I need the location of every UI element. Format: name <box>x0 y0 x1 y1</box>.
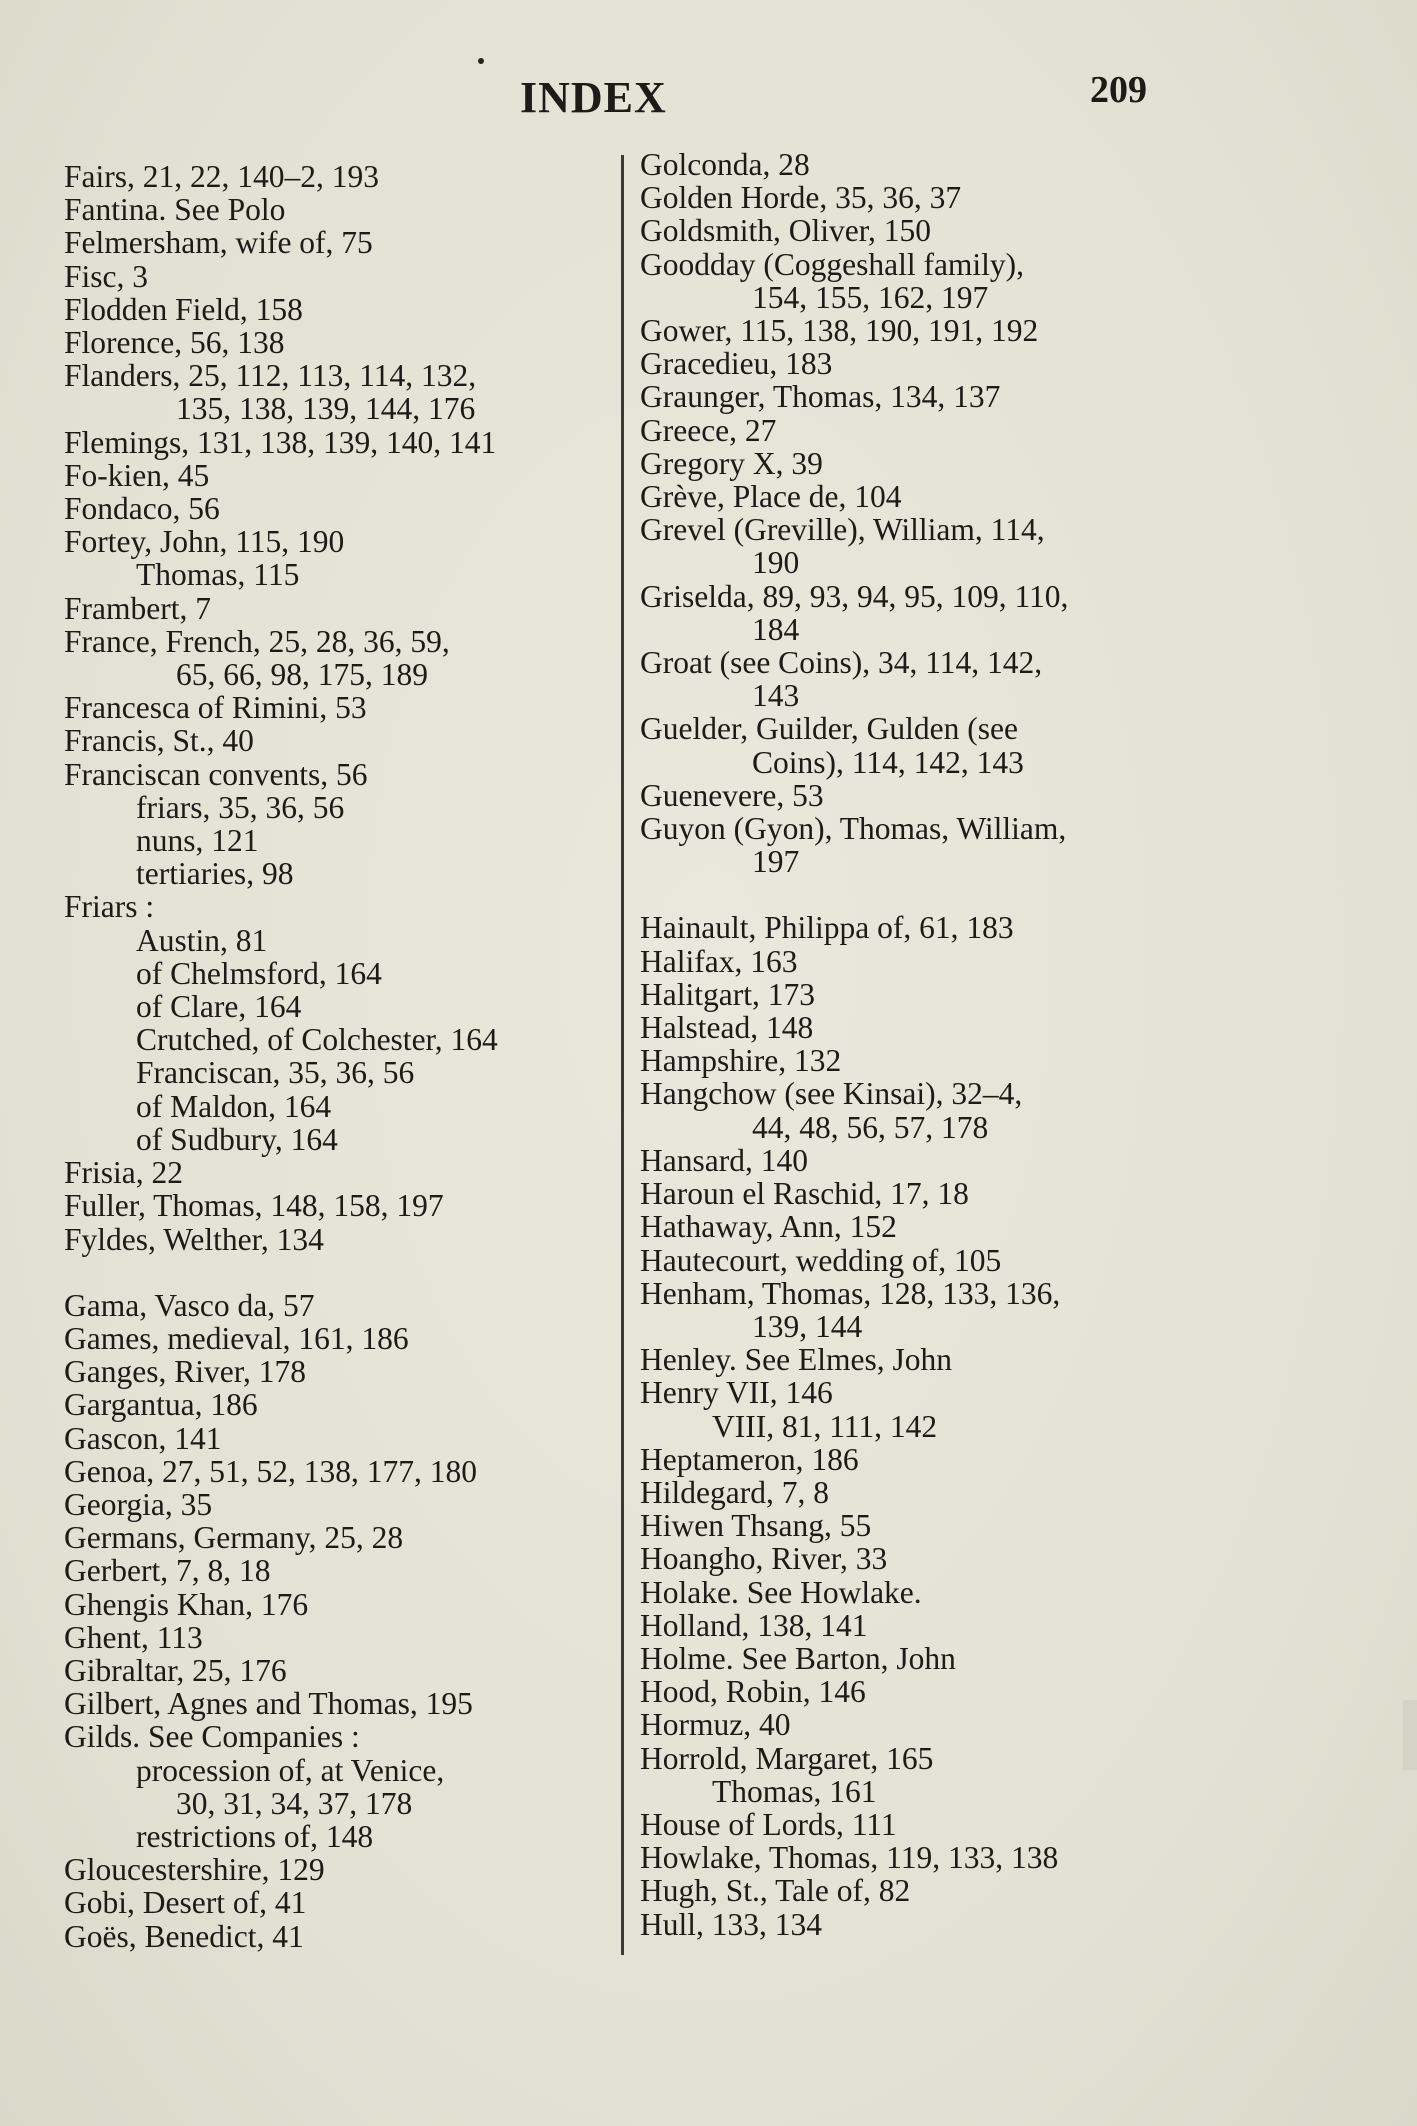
page-edge-stain <box>1403 1700 1417 1770</box>
index-subentry: 44, 48, 56, 57, 178 <box>752 1109 989 1145</box>
index-subentry: of Chelmsford, 164 <box>136 955 382 991</box>
index-entry: Grevel (Greville), William, 114, <box>640 512 1045 548</box>
index-entry: Howlake, Thomas, 119, 133, 138 <box>640 1840 1059 1876</box>
page-speck <box>478 58 484 64</box>
index-entry: Halitgart, 173 <box>640 976 815 1012</box>
index-entry: Guelder, Guilder, Gulden (see <box>640 711 1018 747</box>
index-entry: Heptameron, 186 <box>640 1441 859 1477</box>
index-entry: Hathaway, Ann, 152 <box>640 1209 897 1245</box>
index-entry: Hoangho, River, 33 <box>640 1541 888 1577</box>
index-subentry: 139, 144 <box>752 1308 863 1344</box>
index-entry: Gerbert, 7, 8, 18 <box>64 1553 271 1589</box>
page-title: INDEX <box>520 73 667 122</box>
index-entry: Gilbert, Agnes and Thomas, 195 <box>64 1686 473 1722</box>
index-entry: Hainault, Philippa of, 61, 183 <box>640 910 1014 946</box>
index-entry: Francis, St., 40 <box>64 723 254 759</box>
index-subentry: friars, 35, 36, 56 <box>136 789 345 825</box>
index-entry: Florence, 56, 138 <box>64 325 285 361</box>
index-entry: Gascon, 141 <box>64 1420 222 1456</box>
index-entry: Halstead, 148 <box>640 1010 814 1046</box>
index-entry: Haroun el Raschid, 17, 18 <box>640 1176 969 1212</box>
index-entry: Friars : <box>64 889 155 925</box>
index-entry: Felmersham, wife of, 75 <box>64 225 373 261</box>
page-number: 209 <box>1090 69 1147 111</box>
index-entry: Henry VII, 146 <box>640 1375 833 1411</box>
index-column-left <box>64 160 624 1953</box>
index-entry: Hansard, 140 <box>640 1142 808 1178</box>
index-entry: Henham, Thomas, 128, 133, 136, <box>640 1275 1061 1311</box>
index-entry: Holake. See Howlake. <box>640 1574 922 1610</box>
index-entry: Griselda, 89, 93, 94, 95, 109, 110, <box>640 578 1069 614</box>
index-entry: Genoa, 27, 51, 52, 138, 177, 180 <box>64 1453 477 1489</box>
index-subentry: tertiaries, 98 <box>136 856 294 892</box>
index-entry: Hildegard, 7, 8 <box>640 1474 829 1510</box>
index-entry: Fortey, John, 115, 190 <box>64 524 345 560</box>
index-subentry: 154, 155, 162, 197 <box>752 279 989 315</box>
index-entry: Goodday (Coggeshall family), <box>640 246 1025 282</box>
index-entry: Fo-kien, 45 <box>64 457 210 493</box>
index-entry: Francesca of Rimini, 53 <box>64 690 367 726</box>
index-entry: Halifax, 163 <box>640 943 798 979</box>
index-subentry: 190 <box>752 545 800 581</box>
index-entry: Holland, 138, 141 <box>640 1607 868 1643</box>
index-entry: Germans, Germany, 25, 28 <box>64 1520 404 1556</box>
index-entry: Golden Horde, 35, 36, 37 <box>640 180 962 216</box>
index-column-right <box>640 148 1210 1941</box>
index-entry: Gracedieu, 183 <box>640 346 833 382</box>
index-entry: Flodden Field, 158 <box>64 291 303 327</box>
index-entry: Hormuz, 40 <box>640 1707 791 1743</box>
index-entry: Fondaco, 56 <box>64 491 220 527</box>
index-subentry: Thomas, 115 <box>136 557 300 593</box>
index-subentry: 135, 138, 139, 144, 176 <box>176 391 476 427</box>
index-entry: Gargantua, 186 <box>64 1387 258 1423</box>
index-entry: Hood, Robin, 146 <box>640 1674 866 1710</box>
index-entry: Flemings, 131, 138, 139, 140, 141 <box>64 424 497 460</box>
index-entry: France, French, 25, 28, 36, 59, <box>64 623 450 659</box>
index-entry: Frambert, 7 <box>64 590 211 626</box>
section-gap <box>64 1256 624 1289</box>
index-entry: Guyon (Gyon), Thomas, William, <box>640 811 1067 847</box>
index-entry: Goës, Benedict, 41 <box>64 1918 304 1954</box>
index-entry: Fantina. See Polo <box>64 192 286 228</box>
index-entry: Gama, Vasco da, 57 <box>64 1287 315 1323</box>
index-entry: Games, medieval, 161, 186 <box>64 1320 409 1356</box>
index-entry: Franciscan convents, 56 <box>64 756 368 792</box>
index-entry: Fuller, Thomas, 148, 158, 197 <box>64 1188 444 1224</box>
index-subentry: Coins), 114, 142, 143 <box>752 744 1024 780</box>
index-entry: Golconda, 28 <box>640 147 810 182</box>
index-entry: House of Lords, 111 <box>640 1806 897 1842</box>
index-entry: Fyldes, Welther, 134 <box>64 1221 324 1257</box>
index-subentry: 197 <box>752 844 800 880</box>
index-subentry: 184 <box>752 611 800 647</box>
index-entry: Ganges, River, 178 <box>64 1354 306 1390</box>
index-entry: Holme. See Barton, John <box>640 1640 956 1676</box>
index-entry: Henley. See Elmes, John <box>640 1342 953 1378</box>
index-entry: Ghent, 113 <box>64 1619 203 1655</box>
index-entry: Ghengis Khan, 176 <box>64 1586 309 1622</box>
index-entry: Fisc, 3 <box>64 258 149 294</box>
index-entry: Graunger, Thomas, 134, 137 <box>640 379 1001 415</box>
index-subentry: of Maldon, 164 <box>136 1088 332 1124</box>
index-entry: Gilds. See Companies : <box>64 1719 360 1755</box>
index-entry: Horrold, Margaret, 165 <box>640 1740 934 1776</box>
index-subentry: of Clare, 164 <box>136 989 302 1025</box>
index-entry: Hugh, St., Tale of, 82 <box>640 1873 911 1909</box>
index-entry: Hampshire, 132 <box>640 1043 842 1079</box>
index-entry: Gibraltar, 25, 176 <box>64 1652 287 1688</box>
index-subentry: Franciscan, 35, 36, 56 <box>136 1055 415 1091</box>
index-entry: Hautecourt, wedding of, 105 <box>640 1242 1002 1278</box>
index-subentry: nuns, 121 <box>136 823 259 859</box>
index-entry: Gobi, Desert of, 41 <box>64 1885 307 1921</box>
index-entry: Georgia, 35 <box>64 1486 213 1522</box>
index-entry: Hangchow (see Kinsai), 32–4, <box>640 1076 1023 1112</box>
index-entry: Fairs, 21, 22, 140–2, 193 <box>64 159 379 194</box>
index-subentry: Crutched, of Colchester, 164 <box>136 1022 498 1058</box>
index-subentry: VIII, 81, 111, 142 <box>712 1408 938 1444</box>
index-subentry: of Sudbury, 164 <box>136 1121 338 1157</box>
index-subentry: 30, 31, 34, 37, 178 <box>176 1785 413 1821</box>
index-entry: Gregory X, 39 <box>640 445 823 481</box>
index-entry: Gloucestershire, 129 <box>64 1852 325 1888</box>
index-subentry: 143 <box>752 678 800 714</box>
index-entry: Goldsmith, Oliver, 150 <box>640 213 931 249</box>
index-entry: Greece, 27 <box>640 412 777 448</box>
index-subentry: 65, 66, 98, 175, 189 <box>176 657 428 693</box>
index-entry: Gower, 115, 138, 190, 191, 192 <box>640 313 1039 349</box>
section-gap <box>640 878 1210 911</box>
column-divider <box>621 155 624 1955</box>
index-subentry: Austin, 81 <box>136 922 268 958</box>
index-subentry: restrictions of, 148 <box>136 1818 374 1854</box>
index-subentry: procession of, at Venice, <box>136 1752 445 1788</box>
index-entry: Groat (see Coins), 34, 114, 142, <box>640 645 1043 681</box>
index-entry: Frisia, 22 <box>64 1155 184 1191</box>
index-subentry: Thomas, 161 <box>712 1773 877 1809</box>
index-entry: Guenevere, 53 <box>640 777 824 813</box>
index-entry: Hull, 133, 134 <box>640 1906 823 1942</box>
index-entry: Hiwen Thsang, 55 <box>640 1508 872 1544</box>
index-entry: Grève, Place de, 104 <box>640 479 902 515</box>
index-entry: Flanders, 25, 112, 113, 114, 132, <box>64 358 477 394</box>
